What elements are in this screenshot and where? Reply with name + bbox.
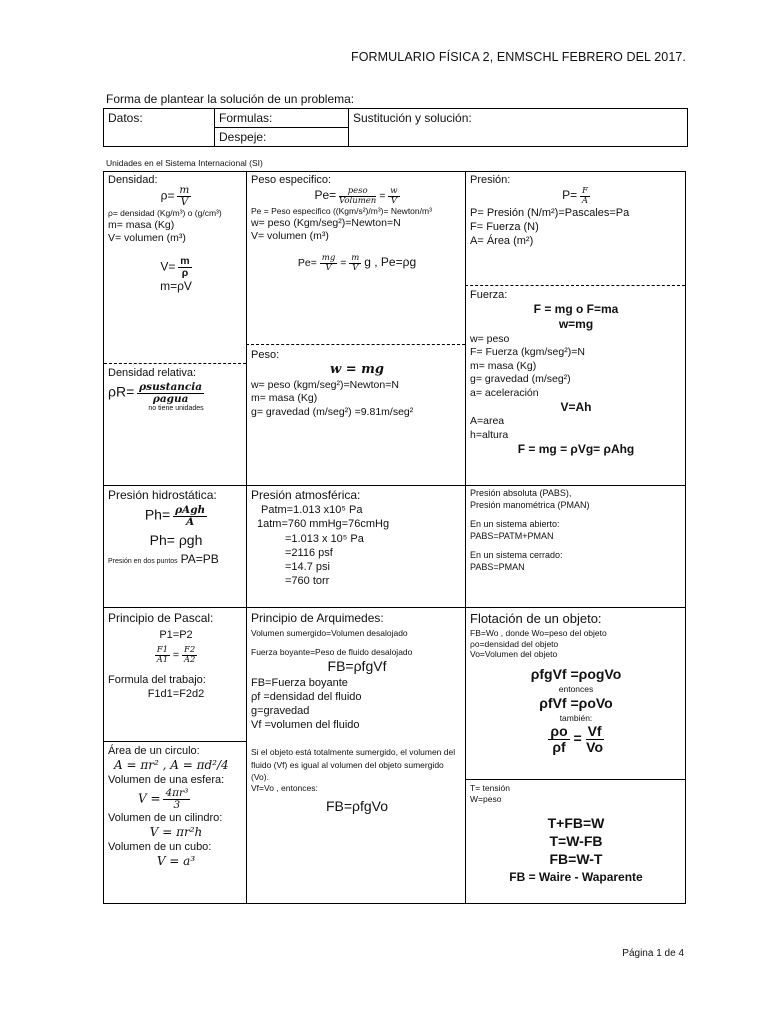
absoluta-line-1: Presión absoluta (PABS), bbox=[470, 488, 572, 498]
page-number: Página 1 de 4 bbox=[622, 948, 684, 959]
atmosferica-line-4: =2116 psf bbox=[285, 546, 333, 559]
arquimedes-line-8: Vf=Vo , entonces: bbox=[251, 783, 318, 794]
peso-title: Peso: bbox=[251, 349, 280, 361]
peso-especifico-den1: Volumen bbox=[339, 196, 377, 206]
absoluta-line-2: Presión manométrica (PMAN) bbox=[470, 499, 590, 510]
densidad-relativa-num: ρsustancia bbox=[139, 381, 203, 394]
presion-line-2: F= Fuerza (N) bbox=[470, 221, 539, 233]
densidad-f2: V= bbox=[160, 259, 176, 274]
densidad-f2-num: m bbox=[180, 254, 190, 267]
densidad-relativa-title: Densidad relativa: bbox=[108, 367, 197, 379]
arquimedes-line-3: FB=Fuerza boyante bbox=[251, 677, 348, 690]
hidrostatica-title: Presión hidrostática: bbox=[108, 488, 217, 502]
presion-line-1: P= Presión (N/m²)=Pascales=Pa bbox=[470, 206, 630, 219]
peso-especifico-f2d1: V bbox=[325, 262, 332, 273]
fuerza-f2: w=mg bbox=[558, 317, 594, 332]
pascal-n2: F2 bbox=[183, 645, 196, 656]
flotacion-f2: ρfVf =ρoVo bbox=[539, 695, 613, 712]
presion-cell bbox=[470, 173, 682, 248]
fuerza-line-7: h=altura bbox=[470, 428, 509, 441]
tension-cell bbox=[470, 783, 682, 886]
peso-especifico-pe: Pe= bbox=[314, 188, 337, 203]
area-f2d: 3 bbox=[173, 798, 181, 811]
arquimedes-line-7: Si el objeto está totalmente sumergido, el volumen del fluido (Vf) es igual al volumen del objeto sumergido (Vo). bbox=[251, 747, 456, 782]
grid-divider bbox=[465, 285, 685, 286]
area-line-1: Volumen de una esfera: bbox=[108, 774, 225, 787]
area-line-3: Volumen de un cubo: bbox=[108, 840, 212, 853]
tension-f3: FB=W-T bbox=[549, 850, 603, 867]
arquimedes-line-1: Volumen sumergido=Volumen desalojado bbox=[251, 628, 408, 639]
densidad-f3: m=ρV bbox=[160, 278, 192, 293]
peso-especifico-eq: = bbox=[379, 190, 386, 203]
grid-divider bbox=[246, 344, 465, 345]
datos-cell: Datos: bbox=[104, 109, 215, 147]
densidad-v: V bbox=[180, 196, 189, 209]
densidad-relativa-cell bbox=[108, 366, 244, 414]
pascal-d1: A1 bbox=[156, 655, 169, 666]
fuerza-f3: V=Ah bbox=[560, 399, 592, 414]
arquimedes-f1: FB=ρfgVf bbox=[327, 658, 387, 675]
pascal-d2: A2 bbox=[183, 655, 196, 666]
atmosferica-line-6: =760 torr bbox=[285, 574, 330, 587]
flotacion-line-3: Vo=Volumen del objeto bbox=[470, 649, 558, 660]
atmosferica-line-5: =14.7 psi bbox=[285, 560, 330, 573]
densidad-f2-den: ρ bbox=[181, 266, 189, 279]
pascal-title: Principio de Pascal: bbox=[108, 611, 214, 625]
flotacion-f1: ρfgVf =ρogVo bbox=[530, 666, 622, 683]
flotacion-e1: entonces bbox=[558, 684, 594, 695]
document-header: FORMULARIO FÍSICA 2, ENMSCHL FEBRERO DEL 2017. bbox=[350, 50, 686, 64]
absoluta-line-5: En un sistema cerrado: bbox=[470, 550, 563, 561]
tension-f4: FB = Waire - Waparente bbox=[509, 870, 643, 885]
solution-plan-table bbox=[103, 108, 688, 147]
fuerza-line-4: g= gravedad (m/seg²) bbox=[470, 373, 571, 386]
absoluta-line-4: PABS=PATM+PMAN bbox=[470, 530, 554, 541]
flotacion-n1: ρo bbox=[550, 722, 568, 739]
area-title: Área de un circulo: bbox=[108, 745, 200, 757]
pascal-eq: = bbox=[172, 649, 180, 662]
hidrostatica-note: Presión en dos puntos bbox=[108, 558, 178, 566]
flotacion-line-1: FB=Wo , donde Wo=peso del objeto bbox=[470, 627, 607, 638]
units-caption: Unidades en el Sistema Internacional (SI) bbox=[106, 158, 263, 168]
peso-especifico-line-3: V= volumen (m³) bbox=[251, 230, 329, 243]
presion-line-3: A= Área (m²) bbox=[470, 235, 534, 248]
densidad-relativa-rr: ρR= bbox=[108, 383, 135, 400]
despeje-cell: Despeje: bbox=[215, 128, 349, 147]
densidad-rho: ρ= bbox=[160, 188, 175, 203]
peso-especifico-num2: w bbox=[390, 186, 398, 197]
tension-line-1: T= tensión bbox=[470, 783, 510, 793]
hidrostatica-cell bbox=[108, 488, 244, 568]
tension-f1: T+FB=W bbox=[547, 814, 605, 831]
pascal-line-1: Formula del trabajo: bbox=[108, 674, 206, 687]
densidad-cell bbox=[108, 173, 244, 294]
peso-especifico-f2n2: m bbox=[351, 252, 360, 263]
hidrostatica-f2: Ph= ρgh bbox=[149, 532, 203, 549]
atmosferica-line-3: =1.013 x 10⁵ Pa bbox=[285, 532, 364, 545]
hidrostatica-den: A bbox=[186, 516, 195, 529]
flotacion-eq: = bbox=[573, 729, 582, 746]
flotacion-n2: Vf bbox=[587, 722, 602, 739]
area-f2a: V = bbox=[138, 790, 161, 805]
pascal-n1: F1 bbox=[156, 645, 168, 656]
fuerza-title: Fuerza: bbox=[470, 289, 508, 301]
formula-grid bbox=[103, 171, 686, 904]
grid-divider bbox=[104, 741, 246, 742]
grid-divider bbox=[104, 485, 685, 486]
absoluta-cell bbox=[470, 488, 682, 573]
fuerza-cell bbox=[470, 288, 682, 458]
grid-divider bbox=[246, 172, 247, 903]
flotacion-cell bbox=[470, 611, 682, 754]
fuerza-line-1: w= peso bbox=[470, 332, 510, 345]
densidad-relativa-den: ρagua bbox=[152, 393, 189, 406]
densidad-line-3: V= volumen (m³) bbox=[108, 232, 186, 245]
densidad-m: m bbox=[179, 184, 190, 197]
area-f1: A = πr² , A = πd²/4 bbox=[114, 758, 229, 773]
arquimedes-line-6: Vf =volumen del fluido bbox=[251, 719, 360, 732]
peso-especifico-den2: V bbox=[390, 196, 397, 206]
peso-especifico-num1: peso bbox=[339, 187, 376, 197]
fuerza-line-3: m= masa (Kg) bbox=[470, 359, 537, 372]
densidad-relativa-note: no tiene unidades bbox=[148, 405, 204, 413]
atmosferica-title: Presión atmosférica: bbox=[251, 488, 361, 502]
arquimedes-f2: FB=ρfgVo bbox=[325, 798, 389, 815]
flotacion-d2: Vo bbox=[586, 738, 604, 755]
hidrostatica-ph: Ph= bbox=[144, 506, 171, 523]
peso-especifico-f2a: Pe= bbox=[297, 256, 317, 269]
atmosferica-line-1: Patm=1.013 x10⁵ Pa bbox=[261, 504, 363, 517]
presion-p: P= bbox=[562, 188, 578, 203]
fuerza-f4: F = mg = ρVg= ρAhg bbox=[517, 442, 635, 457]
atmosferica-cell bbox=[251, 488, 463, 588]
peso-especifico-title: Peso especifico: bbox=[251, 174, 332, 186]
flotacion-title: Flotación de un objeto: bbox=[470, 611, 602, 626]
densidad-line-2: m= masa (Kg) bbox=[108, 218, 175, 231]
area-f2n: 4πr³ bbox=[165, 786, 189, 799]
fuerza-line-5: a= aceleración bbox=[470, 386, 539, 399]
area-cell bbox=[108, 744, 244, 869]
grid-divider bbox=[465, 779, 685, 780]
peso-especifico-cell: Peso especifico: Pe= $\frac{\text{peso}}{\text{Volumen}}$ = $\frac{w}{V}$ Pe = Peso especifico ((Kgm/s²)/m³)= Newton/m³ w= peso (Kgm/seg²)=Newton=N V= volumen (m³) Pe= $\frac{mg}{V}$ = $\frac{m}{V}$ g , Pe=ρg bbox=[251, 173, 463, 273]
flotacion-line-2: ρo=densidad del objeto bbox=[470, 638, 559, 649]
hidrostatica-num: ρAgh bbox=[175, 504, 206, 517]
fuerza-line-6: A=area bbox=[470, 415, 505, 428]
densidad-title: Densidad: bbox=[108, 174, 158, 186]
peso-especifico-f2b: g , Pe=ρg bbox=[364, 254, 417, 269]
absoluta-line-6: PABS=PMAN bbox=[470, 561, 525, 572]
fuerza-line-2: F= Fuerza (kgm/seg²)=N bbox=[470, 346, 585, 359]
grid-divider bbox=[104, 607, 685, 608]
peso-f1: w = mg bbox=[330, 362, 384, 378]
pascal-f2: F1d1=F2d2 bbox=[147, 688, 205, 701]
flotacion-d1: ρf bbox=[552, 738, 566, 755]
arquimedes-line-5: g=gravedad bbox=[251, 705, 310, 718]
densidad-line-1: ρ= densidad (Kg/m³) o (g/cm³) bbox=[108, 208, 222, 219]
sustitucion-cell: Sustitución y solución: bbox=[349, 109, 688, 147]
plan-title: Forma de plantear la solución de un problema: bbox=[106, 92, 355, 106]
hidrostatica-f3: PA=PB bbox=[180, 552, 219, 567]
peso-line-3: g= gravedad (m/seg²) =9.81m/seg² bbox=[251, 405, 414, 418]
grid-divider bbox=[104, 363, 246, 364]
flotacion-e2: también: bbox=[559, 712, 593, 723]
pascal-cell bbox=[108, 611, 244, 701]
grid-divider bbox=[465, 172, 466, 903]
tension-line-2: W=peso bbox=[470, 793, 502, 804]
peso-especifico-line-1: Pe = Peso especifico ((Kgm/s²)/m³)= Newton/m³ bbox=[251, 205, 432, 216]
peso-cell bbox=[251, 348, 463, 419]
area-line-2: Volumen de un cilindro: bbox=[108, 811, 223, 824]
peso-especifico-line-2: w= peso (Kgm/seg²)=Newton=N bbox=[251, 216, 401, 229]
presion-den: A bbox=[581, 196, 589, 206]
fuerza-f1: F = mg o F=ma bbox=[533, 302, 619, 317]
pascal-f1: P1=P2 bbox=[159, 629, 193, 642]
formulas-cell: Formulas: bbox=[215, 109, 349, 128]
arquimedes-line-4: ρf =densidad del fluido bbox=[251, 691, 362, 704]
area-f3: V = πr²h bbox=[149, 824, 203, 839]
peso-especifico-f2d2: V bbox=[352, 262, 359, 273]
peso-line-1: w= peso (kgm/seg²)=Newton=N bbox=[251, 378, 399, 391]
absoluta-line-3: En un sistema abierto: bbox=[470, 519, 560, 530]
area-f4: V = a³ bbox=[156, 854, 196, 869]
arquimedes-line-2: Fuerza boyante=Peso de fluido desalojado bbox=[251, 647, 413, 658]
arquimedes-title: Principio de Arquimedes: bbox=[251, 611, 384, 625]
presion-title: Presión: bbox=[470, 174, 511, 186]
tension-f2: T=W-FB bbox=[549, 832, 603, 849]
peso-line-2: m= masa (Kg) bbox=[251, 392, 318, 405]
presion-num: F bbox=[582, 186, 588, 197]
atmosferica-line-2: 1atm=760 mmHg=76cmHg bbox=[257, 518, 390, 531]
peso-especifico-f2n1: mg bbox=[321, 252, 336, 263]
arquimedes-cell bbox=[251, 611, 463, 816]
